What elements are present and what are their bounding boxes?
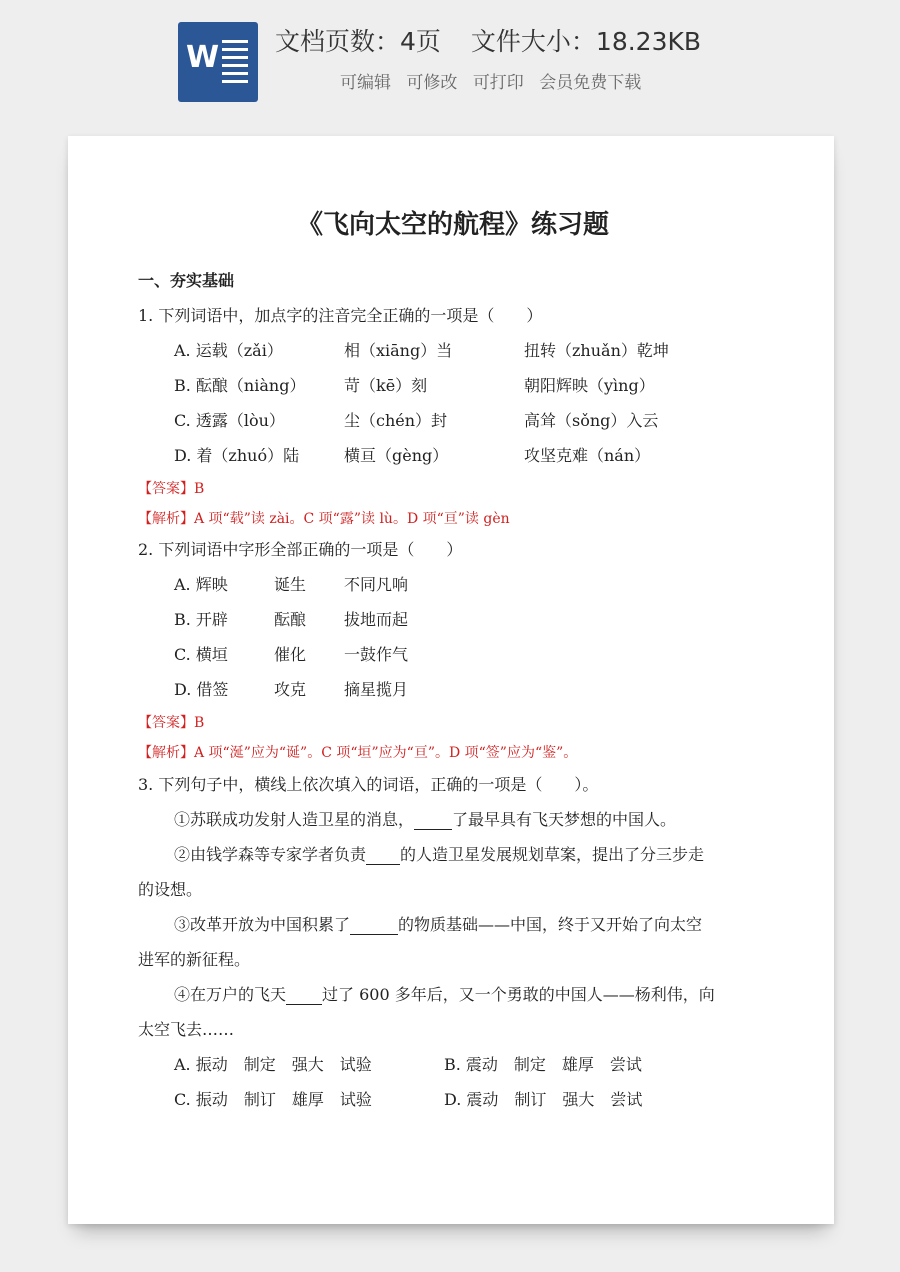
q2-option-a-2: 诞生 bbox=[274, 575, 307, 594]
q2-option-d-2: 攻克 bbox=[274, 680, 307, 699]
q1-option-d-3: 攻坚克难（nán） bbox=[524, 446, 651, 465]
q3-sentence-3 bbox=[174, 912, 702, 935]
word-document-icon: W bbox=[178, 22, 258, 102]
q1-option-c-3: 高耸（sǒng）入云 bbox=[524, 411, 659, 430]
q3-s2-part-c: 的设想。 bbox=[138, 880, 203, 899]
q1-analysis: 【解析】A 项“载”读 zài。C 项“露”读 lù。D 项“亘”读 gèn bbox=[138, 511, 510, 527]
q2-option-a-3: 不同凡响 bbox=[344, 575, 409, 594]
q1-option-a-3: 扭转（zhuǎn）乾坤 bbox=[524, 341, 669, 360]
q3-s1-part-b: 了最早具有飞天梦想的中国人。 bbox=[452, 810, 677, 829]
q3-s3-part-c: 进军的新征程。 bbox=[138, 950, 251, 969]
q3-s2-blank bbox=[366, 845, 400, 865]
q3-s4-part-b: 过了 600 多年后，又一个勇敢的中国人——杨利伟，向 bbox=[322, 985, 715, 1004]
page-count-label: 文档页数：4页 bbox=[275, 27, 441, 56]
q3-option-b: B. 震动 制定 雄厚 尝试 bbox=[444, 1055, 642, 1074]
feature-printable: 可打印 bbox=[472, 73, 524, 93]
q3-s4-part-c: 太空飞去…… bbox=[138, 1020, 235, 1039]
q3-s1-blank bbox=[414, 810, 452, 830]
q2-option-b-2: 酝酿 bbox=[274, 610, 307, 629]
q2-option-a-1: A. 辉映 bbox=[174, 575, 228, 594]
q1-option-b-3: 朝阳辉映（yìng） bbox=[524, 376, 655, 395]
q3-option-c: C. 振动 制订 雄厚 试验 bbox=[174, 1090, 372, 1109]
q1-option-a-2: 相（xiāng）当 bbox=[344, 341, 453, 360]
q3-s4-blank bbox=[286, 985, 322, 1005]
feature-list bbox=[340, 68, 641, 93]
q2-option-c-2: 催化 bbox=[274, 645, 307, 664]
document-title: 《飞向太空的航程》练习题 bbox=[296, 210, 609, 240]
q3-option-a: A. 振动 制定 强大 试验 bbox=[174, 1055, 372, 1074]
feature-modifiable: 可修改 bbox=[406, 73, 458, 93]
q1-option-d-1: D. 着（zhuó）陆 bbox=[174, 446, 300, 465]
q3-s4-part-a: ④在万户的飞天 bbox=[174, 985, 287, 1004]
q1-option-c-1: C. 透露（lòu） bbox=[174, 411, 285, 430]
q2-option-d-1: D. 借签 bbox=[174, 680, 229, 699]
q1-option-d-2: 横亘（gèng） bbox=[344, 446, 449, 465]
q3-s3-part-a: ③改革开放为中国积累了 bbox=[174, 915, 351, 934]
q2-option-b-3: 拔地而起 bbox=[344, 610, 409, 629]
q3-s1-part-a: ①苏联成功发射人造卫星的消息， bbox=[174, 810, 415, 829]
question-2-stem: 2. 下列词语中字形全部正确的一项是（ ） bbox=[138, 540, 463, 559]
q1-option-a-1: A. 运载（zǎi） bbox=[174, 341, 283, 360]
q2-option-c-1: C. 横垣 bbox=[174, 645, 228, 664]
q3-sentence-4 bbox=[174, 982, 715, 1005]
feature-editable: 可编辑 bbox=[340, 73, 391, 93]
q3-s2-part-b: 的人造卫星发展规划草案，提出了分三步走 bbox=[400, 845, 705, 864]
file-size-label: 文件大小：18.23KB bbox=[470, 27, 702, 56]
question-1-stem: 1. 下列词语中，加点字的注音完全正确的一项是（ ） bbox=[138, 306, 543, 325]
document-page bbox=[68, 136, 834, 1224]
q2-option-d-3: 摘星揽月 bbox=[344, 680, 409, 699]
document-info-banner bbox=[0, 0, 900, 120]
q3-s2-part-a: ②由钱学森等专家学者负责 bbox=[174, 845, 367, 864]
q2-answer: 【答案】B bbox=[138, 715, 205, 731]
feature-free-download: 会员免费下载 bbox=[539, 73, 642, 93]
q2-analysis: 【解析】A 项“涎”应为“诞”。C 项“垣”应为“亘”。D 项“签”应为“鉴”。 bbox=[138, 745, 578, 761]
document-meta bbox=[275, 22, 701, 58]
q3-sentence-1 bbox=[174, 807, 676, 830]
q1-option-c-2: 尘（chén）封 bbox=[344, 411, 448, 430]
q3-sentence-2 bbox=[174, 842, 704, 865]
q2-option-b-1: B. 开辟 bbox=[174, 610, 228, 629]
q1-option-b-1: B. 酝酿（niàng） bbox=[174, 376, 306, 395]
section-heading: 一、夯实基础 bbox=[138, 271, 235, 290]
q1-answer: 【答案】B bbox=[138, 481, 205, 497]
q3-s3-blank bbox=[350, 915, 398, 935]
q3-s3-part-b: 的物质基础——中国，终于又开始了向太空 bbox=[398, 915, 703, 934]
question-3-stem: 3. 下列句子中，横线上依次填入的词语，正确的一项是（ ）。 bbox=[138, 775, 599, 794]
q3-option-d: D. 震动 制订 强大 尝试 bbox=[444, 1090, 643, 1109]
q2-option-c-3: 一鼓作气 bbox=[344, 645, 409, 664]
q1-option-b-2: 苛（kē）刻 bbox=[344, 376, 428, 395]
